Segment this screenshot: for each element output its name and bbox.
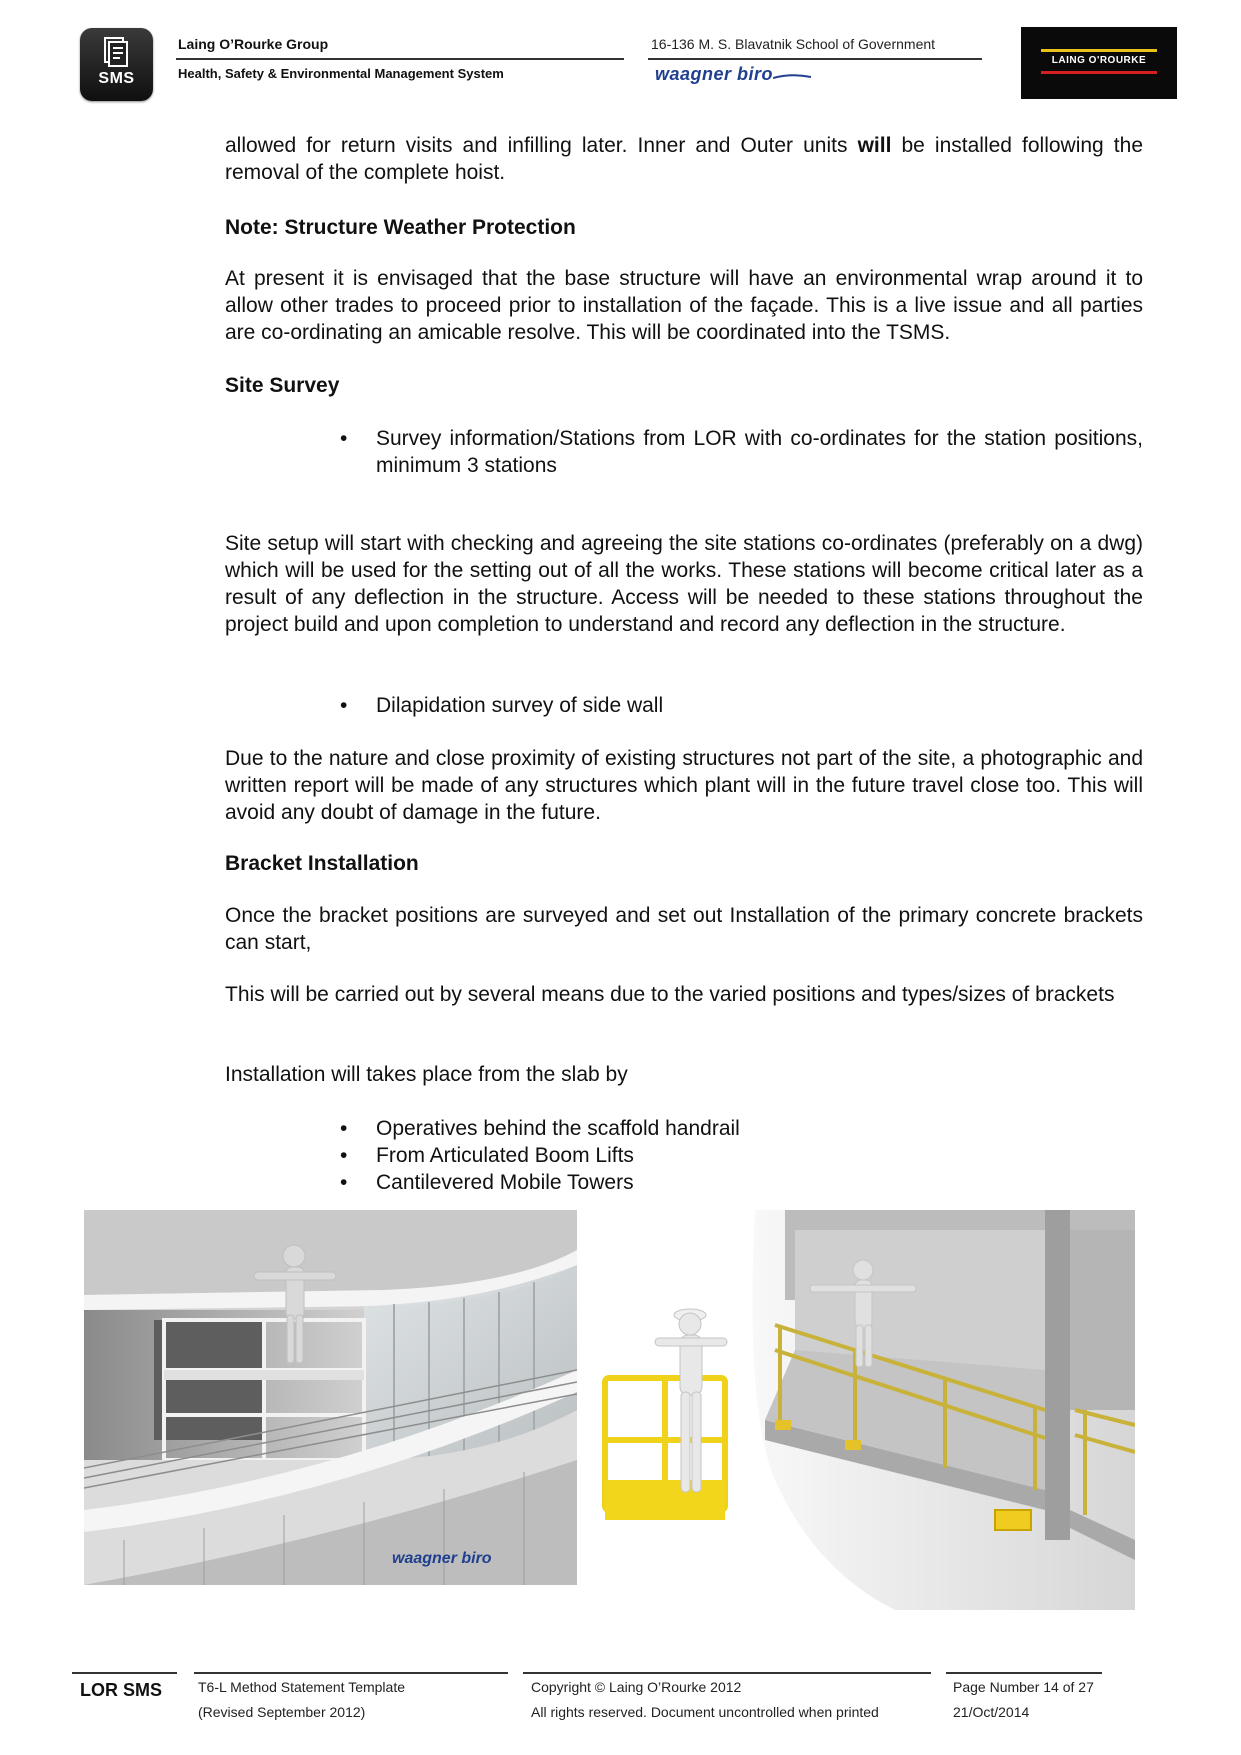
boom-lift-render-image <box>595 1210 1135 1610</box>
list-item-text: Survey information/Stations from LOR with co-ordinates for the station positions, minimum 3 stations <box>376 427 1143 477</box>
header-project: 16-136 M. S. Blavatnik School of Government <box>651 36 936 52</box>
footer-divider <box>194 1672 508 1674</box>
logo-red-bar <box>1041 71 1157 74</box>
header-divider <box>176 58 624 60</box>
paragraph-bracket-means: This will be carried out by several means due to the varied positions and types/sizes of brackets <box>225 983 1115 1006</box>
list-item <box>340 1169 1143 1196</box>
paragraph-text: allowed for return visits and infilling later. Inner and Outer units <box>225 134 858 157</box>
waagner-biro-watermark: waagner biro <box>392 1550 492 1567</box>
list-item <box>340 692 1143 719</box>
bullet-icon: • <box>340 1171 348 1194</box>
document-icon <box>102 37 128 67</box>
laing-orourke-logo-text: LAING O'ROURKE <box>1051 55 1147 66</box>
footer-divider <box>946 1672 1102 1674</box>
laing-orourke-logo <box>1021 27 1177 99</box>
footer-divider <box>523 1672 931 1674</box>
paragraph-site-setup: Site setup will start with checking and agreeing the site stations co-ordinates (preferably on a dwg) which will be used for the setting out of all the works. These stations will become critical later as a result of any deflection in the structure. Access will be needed to these stations throughout the project build and upon completion to understand and record any deflection in the structure. <box>225 532 1143 636</box>
heading-weather-protection: Note: Structure Weather Protection <box>225 216 576 239</box>
list-item <box>340 425 1143 479</box>
paragraph-weather: At present it is envisaged that the base structure will have an environmental wrap around it to allow other trades to proceed prior to installation of the façade. This is a live issue and all parties are co-ordinating an amicable resolve. This will be coordinated into the TSMS. <box>225 267 1143 344</box>
paragraph-bracket-from: Installation will takes place from the slab by <box>225 1063 628 1086</box>
footer-page-number: Page Number 14 of 27 <box>953 1679 1094 1695</box>
paragraph-hoist <box>225 132 1143 186</box>
bullet-icon: • <box>340 1117 348 1140</box>
bullet-icon: • <box>340 1144 348 1167</box>
waagner-biro-logo-text: waagner biro <box>655 64 774 84</box>
heading-bracket-installation: Bracket Installation <box>225 852 419 875</box>
footer-date: 21/Oct/2014 <box>953 1704 1030 1720</box>
list-item-text: From Articulated Boom Lifts <box>376 1144 634 1167</box>
scaffold-render-image <box>84 1210 577 1585</box>
emphasis-text: will <box>857 134 892 157</box>
sms-logo <box>80 28 153 101</box>
bullet-icon: • <box>340 694 348 717</box>
footer-rights: All rights reserved. Document uncontrolled when printed <box>531 1704 879 1720</box>
logo-yellow-bar <box>1041 49 1157 52</box>
render-scaffold-handrail <box>84 1210 577 1585</box>
header-company: Laing O’Rourke Group <box>178 36 329 52</box>
bullet-icon: • <box>340 427 348 450</box>
paragraph-bracket-setout: Once the bracket positions are surveyed and set out Installation of the primary concrete brackets can start, <box>225 904 1143 954</box>
heading-site-survey: Site Survey <box>225 374 340 397</box>
render-boom-lift <box>595 1210 1135 1610</box>
header-system-name: Health, Safety & Environmental Management System <box>178 66 504 81</box>
waagner-biro-logo <box>655 64 773 85</box>
footer-revised: (Revised September 2012) <box>198 1704 366 1720</box>
list-item <box>340 1115 1143 1142</box>
list-item-text: Cantilevered Mobile Towers <box>376 1171 634 1194</box>
logo-swoosh-icon <box>773 74 811 80</box>
list-item <box>340 1142 1143 1169</box>
list-item-text: Dilapidation survey of side wall <box>376 694 664 717</box>
footer-divider <box>72 1672 177 1674</box>
footer-copyright: Copyright © Laing O’Rourke 2012 <box>531 1679 742 1695</box>
sms-logo-text: SMS <box>98 70 135 87</box>
paragraph-dilapidation: Due to the nature and close proximity of existing structures not part of the site, a photographic and written report will be made of any structures which plant will in the future travel close too. This will avoid any doubt of damage in the future. <box>225 747 1143 824</box>
footer-org: LOR SMS <box>80 1680 163 1700</box>
footer-template: T6-L Method Statement Template <box>198 1679 405 1695</box>
paragraph-text: be installed following the removal of the complete hoist. <box>225 134 1143 184</box>
header-divider <box>648 58 982 60</box>
list-item-text: Operatives behind the scaffold handrail <box>376 1117 740 1140</box>
